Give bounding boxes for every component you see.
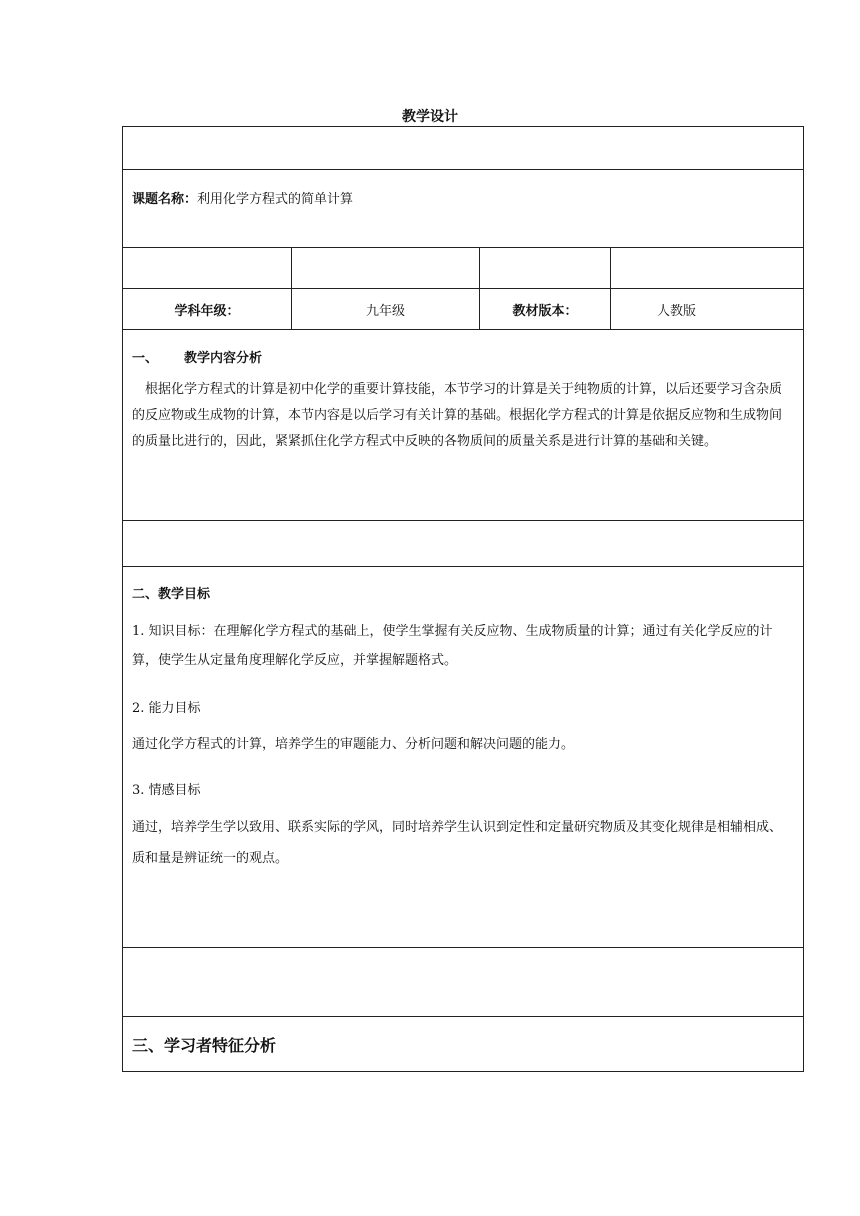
grade-label: 学科年级： [123, 289, 292, 329]
info-row [123, 289, 803, 330]
empty-row-mid [123, 521, 803, 567]
edition-label: 教材版本： [480, 289, 611, 329]
teaching-goals-heading: 二、教学目标 [132, 587, 211, 602]
ability-goal-body: 通过化学方程式的计算，培养学生的审题能力、分析问题和解决问题的能力。 [132, 737, 575, 752]
content-analysis-body: 根据化学方程式的计算是初中化学的重要计算技能，本节学习的计算是关于纯物质的计算，以后还要学习含杂质的反应物或生成物的计算，本节内容是以后学习有关计算的基础。根据化学方程式的计算是依据反应物和生成物间的质量比进行的，因此，紧紧抓住化学方程式中反映的各物质间的质量关系是进行计算的基础和关键。 [132, 382, 783, 449]
content-analysis-section [123, 330, 803, 521]
document-title: 教学设计 [402, 109, 458, 125]
knowledge-goal: 1. 知识目标：在理解化学方程式的基础上，使学生掌握有关反应物、生成物质量的计算；通过有关化学反应的计算，使学生从定量角度理解化学反应，并掌握解题格式。 [132, 624, 773, 668]
empty-row-top [123, 127, 803, 170]
learner-analysis-row [123, 1017, 803, 1071]
lesson-title-row [123, 170, 803, 248]
content-analysis-title: 教学内容分析 [184, 351, 263, 366]
grade-value: 九年级 [292, 289, 480, 329]
lesson-title-label: 课题名称： [132, 192, 198, 207]
empty-cell-4 [611, 248, 803, 288]
empty-cell-2 [292, 248, 480, 288]
lesson-title-value: 利用化学方程式的简单计算 [197, 192, 354, 207]
edition-value: 人教版 [657, 303, 697, 319]
ability-goal-title: 2. 能力目标 [132, 701, 201, 716]
lesson-plan-table [122, 126, 804, 1072]
empty-row-lower [123, 948, 803, 1017]
emotion-goal-title: 3. 情感目标 [132, 783, 201, 798]
empty-cell-1 [123, 248, 292, 288]
emotion-goal-body: 通过，培养学生学以致用、联系实际的学风，同时培养学生认识到定性和定量研究物质及其变化规律是相辅相成、质和量是辨证统一的观点。 [132, 820, 783, 866]
content-analysis-heading [132, 330, 794, 366]
content-analysis-number: 一、 [132, 351, 159, 366]
empty-split-row [123, 248, 803, 289]
teaching-goals-section [123, 567, 803, 948]
learner-analysis-heading: 三、学习者特征分析 [132, 1035, 277, 1055]
empty-cell-3 [480, 248, 611, 288]
